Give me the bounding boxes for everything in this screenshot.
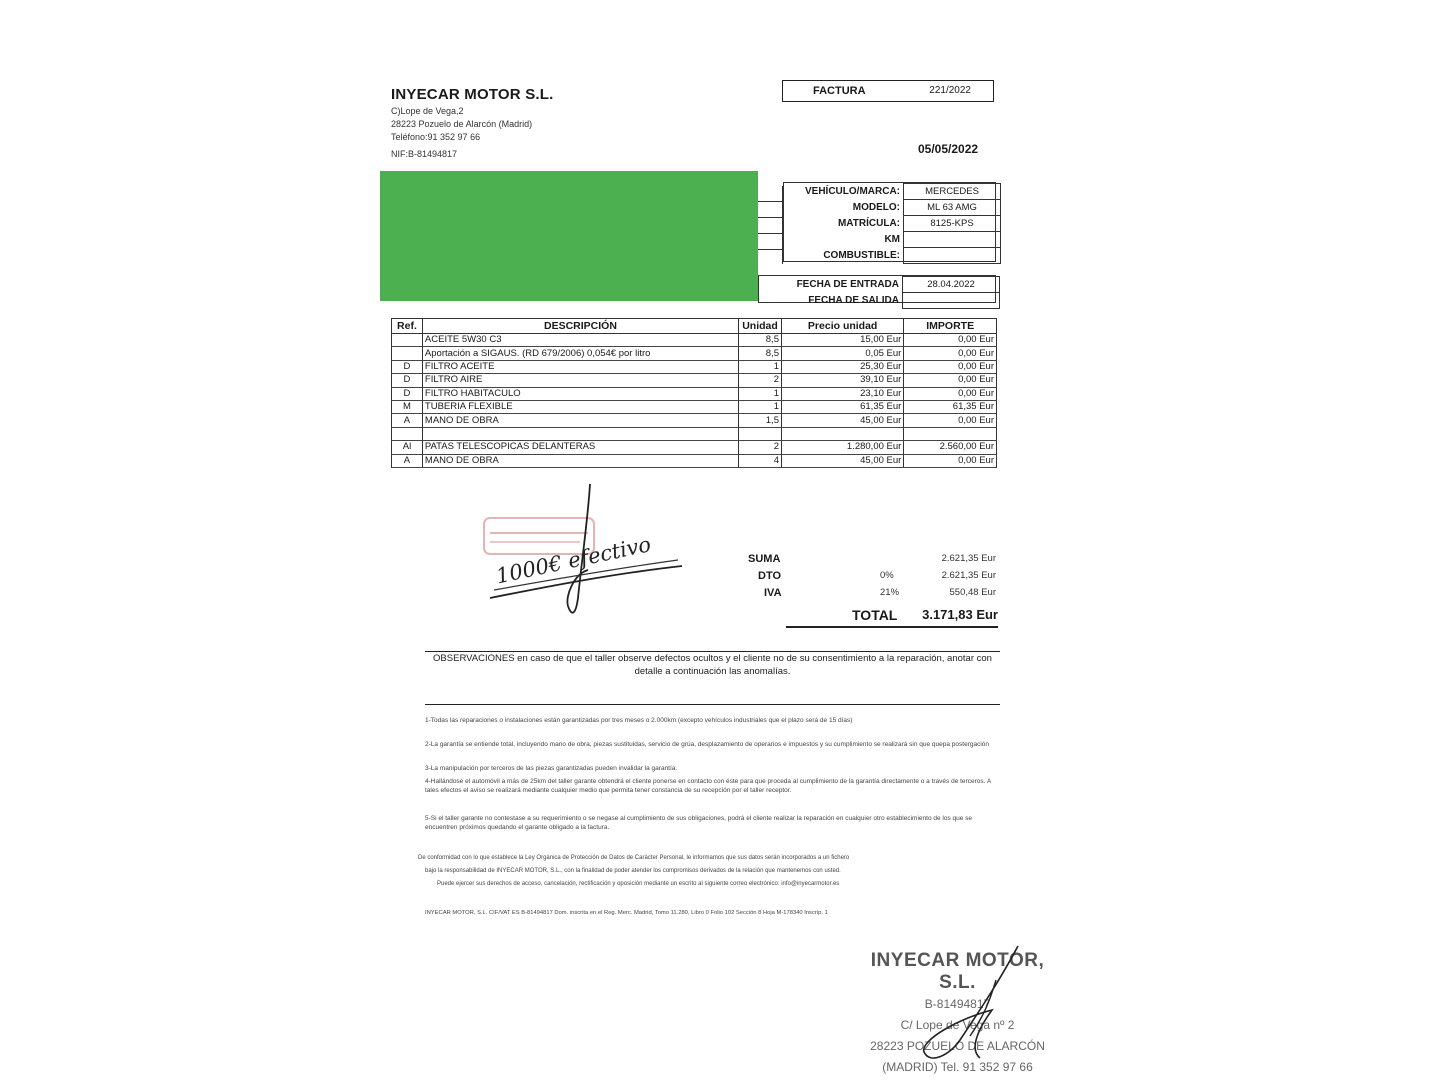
company-address-city: 28223 Pozuelo de Alarcón (Madrid) [391,119,533,129]
item-row [392,360,997,373]
header-unit: Unidad [739,319,782,334]
item-unit [739,427,782,440]
item-unit-price: 25,30 Eur [781,360,903,373]
item-unit-price: 39,10 Eur [781,374,903,387]
item-unit-price: 23,10 Eur [781,387,903,400]
customer-box-edge [758,186,783,264]
vehicle-fuel-value [904,248,1001,264]
stamp-company-name: INYECAR MOTOR, S.L. [870,950,1045,993]
item-unit: 1 [739,360,782,373]
stamp-signature-stroke [924,946,1018,1058]
stamp-street: C/ Lope de Vega nº 2 [900,1018,1015,1032]
vehicle-info-table [785,183,1001,264]
vehicle-model-value: ML 63 AMG [904,200,1001,216]
discount-value: 2.621,35 Eur [941,570,996,581]
sum-value: 2.621,35 Eur [941,553,996,564]
legal-footer: INYECAR MOTOR, S.L. CIF/VAT ES B-81494817 Dom. inscrita en el Reg. Merc. Madrid, Tomo 11.280, Libro 0 Folio 102 Sección 8 Hoja M-178340 Inscrip. 1 [425,910,828,916]
item-description: FILTRO AIRE [422,374,738,387]
vehicle-model-label: MODELO: [852,202,900,213]
item-amount: 0,00 Eur [904,347,997,360]
header-unit-price: Precio unidad [781,319,903,334]
vehicle-plate-value: 8125-KPS [904,216,1001,232]
stamp-cif: B-81494817 [924,997,991,1011]
item-ref: A [392,454,423,467]
vehicle-row-plate [785,216,1001,232]
item-row [392,334,997,347]
item-row [392,374,997,387]
item-unit-price [781,427,903,440]
company-name: INYECAR MOTOR S.L. [391,86,554,103]
stamp-region: (MADRID) Tel. 91 352 97 66 [882,1060,1033,1074]
item-row [392,387,997,400]
stamp-city: 28223 POZUELO DE ALARCÓN [870,1039,1045,1053]
vehicle-row-model [785,200,1001,216]
handwritten-note-text: 1000€ efectivo [493,532,654,589]
stamp-signature-stroke [970,980,996,1036]
item-unit: 8,5 [739,334,782,347]
item-unit: 2 [739,441,782,454]
item-amount: 0,00 Eur [904,360,997,373]
entry-date-label: FECHA DE ENTRADA [796,279,899,290]
item-unit-price: 45,00 Eur [781,454,903,467]
vehicle-row-brand [785,184,1001,200]
item-unit: 1,5 [739,414,782,427]
vehicle-brand-value: MERCEDES [904,184,1001,200]
vat-value: 550,48 Eur [949,587,996,598]
item-amount: 61,35 Eur [904,400,997,413]
vat-label: IVA [764,587,782,599]
item-row [392,400,997,413]
entry-date-value: 28.04.2022 [903,277,1000,293]
item-amount: 0,00 Eur [904,414,997,427]
item-description: FILTRO HABITACULO [422,387,738,400]
item-description: TUBERIA FLEXIBLE [422,400,738,413]
item-ref [392,427,423,440]
item-unit-price: 0,05 Eur [781,347,903,360]
warranty-term-3: 3-La manipulación por terceros de las piezas garantizadas pueden invalidar la garantía. [425,765,678,772]
total-underline [786,626,998,628]
item-unit: 4 [739,454,782,467]
warranty-term-2: 2-La garantía se entiende total, incluyendo mano de obra, piezas sustituidas, servicio de grúa, desplazamiento de operarios e impuestos y su cumplimiento se realizará sin que quepa postergación [425,741,990,748]
total-value: 3.171,83 Eur [922,607,998,622]
item-unit-price: 45,00 Eur [781,414,903,427]
handwritten-payment-note [470,478,700,628]
entry-date-row [760,277,1000,293]
header-ref: Ref. [392,319,423,334]
vehicle-row-km [785,232,1001,248]
warranty-term-1: 1-Todas las reparaciones o instalaciones están garantizadas por tres meses o 2.000km (excepto vehículos industriales que el plazo será de 15 días) [425,717,853,724]
exit-date-label: FECHA DE SALIDA [808,295,899,306]
exit-date-row [760,293,1000,309]
item-row [392,454,997,467]
privacy-line-1: De conformidad con lo que establece la Ley Orgánica de Protección de Datos de Carácter Personal, le informamos que sus datos serán incorporados a un fichero [418,855,850,861]
item-ref: Al [392,441,423,454]
item-unit-price: 15,00 Eur [781,334,903,347]
items-header-row [392,319,997,334]
item-row [392,441,997,454]
privacy-line-3: Puede ejercer sus derechos de acceso, cancelación, rectificación y oposición mediante un escrito al siguiente correo electrónico: info@inyecarmotor.es [437,881,840,887]
vehicle-km-label: KM [884,234,900,245]
item-unit: 2 [739,374,782,387]
vehicle-plate-label: MATRÍCULA: [837,218,900,229]
item-amount: 0,00 Eur [904,334,997,347]
header-description: DESCRIPCIÓN [422,319,738,334]
item-unit: 1 [739,387,782,400]
item-amount: 0,00 Eur [904,454,997,467]
sum-label: SUMA [748,553,781,565]
invoice-date: 05/05/2022 [918,142,979,156]
invoice-number-box [782,80,994,102]
privacy-line-2: bajo la responsabilidad de INYECAR MOTOR, S.L., con la finalidad de poder atender los compromisos derivados de la relación que mantenemos con usted. [425,868,841,874]
invoice-number: 221/2022 [929,85,971,96]
observations-label: OBSERVACIONES [433,653,515,664]
total-label: TOTAL [852,607,898,623]
observations-bottom-rule [425,704,1000,705]
item-ref [392,334,423,347]
item-row [392,414,997,427]
observations [425,652,1000,678]
stamp-signature [900,940,1040,1070]
warranty-term-5: 5-Si el taller garante no contestase a su requerimiento o se negase al cumplimiento de sus obligaciones, podrá el cliente realizar la reparación en cualquier otro establecimiento de los que se encuentren próximos quedando el garante obligado a la factura. [425,815,973,831]
item-description [422,427,738,440]
item-amount: 2.560,00 Eur [904,441,997,454]
item-unit: 8,5 [739,347,782,360]
item-description: Aportación a SIGAUS. (RD 679/2006) 0,054€ por litro [422,347,738,360]
observations-text: en caso de que el taller observe defectos ocultos y el cliente no de su consentimiento a la reparación, anotar con detalle a continuación las anomalías. [517,653,992,677]
discount-label: DTO [758,570,782,582]
item-description: PATAS TELESCOPICAS DELANTERAS [422,441,738,454]
vehicle-brand-label: VEHÍCULO/MARCA: [805,186,900,197]
discount-percent: 0% [880,570,894,581]
item-amount: 0,00 Eur [904,387,997,400]
vehicle-fuel-label: COMBUSTIBLE: [823,250,900,261]
item-unit-price: 61,35 Eur [781,400,903,413]
item-description: FILTRO ACEITE [422,360,738,373]
item-ref: D [392,360,423,373]
company-phone: Teléfono:91 352 97 66 [391,132,481,142]
dates-table [760,276,1000,309]
exit-date-value [903,293,1000,309]
item-row [392,347,997,360]
company-nif: NIF:B-81494817 [391,149,458,159]
item-row [392,427,997,440]
item-ref: D [392,374,423,387]
item-ref [392,347,423,360]
item-amount: 0,00 Eur [904,374,997,387]
item-description: MANO DE OBRA [422,414,738,427]
item-unit-price: 1.280,00 Eur [781,441,903,454]
vat-percent: 21% [880,587,900,598]
redacted-customer-block [380,171,758,301]
item-description: MANO DE OBRA [422,454,738,467]
item-ref: D [392,387,423,400]
item-amount [904,427,997,440]
invoice-label: FACTURA [813,85,866,97]
item-ref: M [392,400,423,413]
warranty-term-4: 4-Hallándose el automóvil a más de 25km del taller garante obtendrá el cliente ponerse en contacto con éste para que proceda al cumplimiento de la garantía directamente o a través de terceros. A tales efectos el aviso se realizará mediante cualquier medio que permita tener constancia de su recepción por el taller receptor. [425,778,991,794]
item-unit: 1 [739,400,782,413]
vehicle-row-fuel [785,248,1001,264]
company-address-street: C)Lope de Vega,2 [391,106,464,116]
item-ref: A [392,414,423,427]
items-body [392,334,997,468]
item-description: ACEITE 5W30 C3 [422,334,738,347]
vehicle-km-value [904,232,1001,248]
header-amount: IMPORTE [904,319,997,334]
items-table [391,318,997,468]
